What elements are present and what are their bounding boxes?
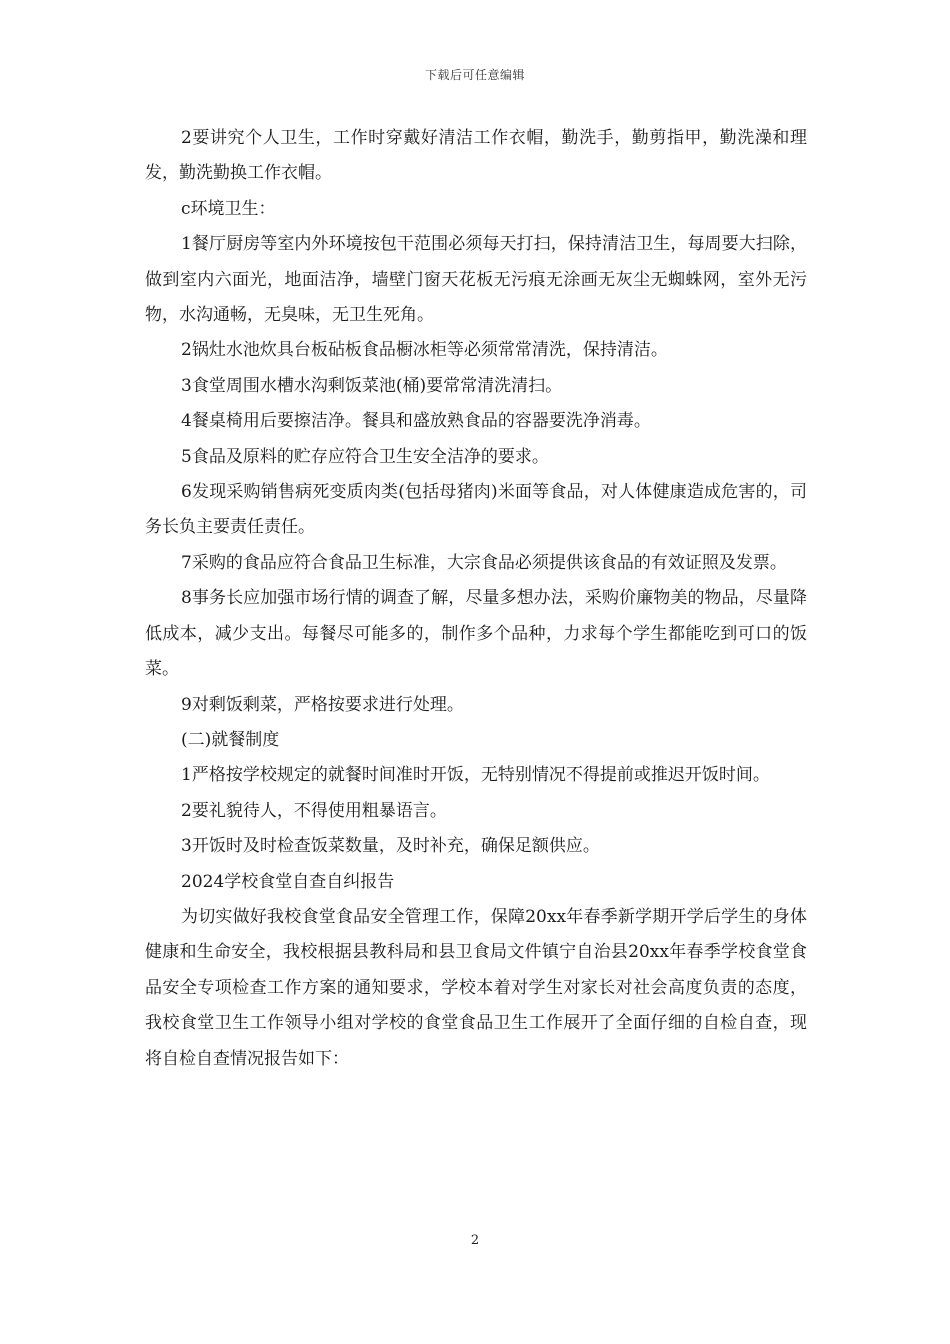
paragraph: 3开饭时及时检查饭菜数量，及时补充，确保足额供应。 xyxy=(181,836,600,857)
paragraph: 9对剩饭剩菜，严格按要求进行处理。 xyxy=(181,694,464,715)
paragraph: 4餐桌椅用后要擦洁净。餐具和盛放熟食品的容器要洗净消毒。 xyxy=(181,411,651,432)
paragraph: 为切实做好我校食堂食品安全管理工作，保障20xx年春季新学期开学后学生的身体健康和生命安全，我校根据县教科局和县卫食局文件镇宁自治县20xx年春季学校食堂食品安全专项检查工作方案的通知要求，学校本着对学生对家长对社会高度负责的态度，我校食堂卫生工作领导小组对学校的食堂食品卫生工作展开了全面仔细的自检自查，现将自检自查情况报告如下： xyxy=(145,906,807,1069)
paragraph: 2要讲究个人卫生，工作时穿戴好清洁工作衣帽，勤洗手，勤剪指甲，勤洗澡和理发，勤洗勤换工作衣帽。 xyxy=(145,128,807,184)
paragraph: 1严格按学校规定的就餐时间准时开饭，无特别情况不得提前或推迟开饭时间。 xyxy=(181,765,770,786)
paragraph: 6发现采购销售病死变质肉类(包括母猪肉)米面等食品，对人体健康造成危害的，司务长负主要责任责任。 xyxy=(145,482,807,538)
page-number: 2 xyxy=(470,1233,480,1248)
paragraph: 8事务长应加强市场行情的调查了解，尽量多想办法，采购价廉物美的物品，尽量降低成本，减少支出。每餐尽可能多的，制作多个品种，力求每个学生都能吃到可口的饭菜。 xyxy=(145,588,807,680)
paragraph: 2锅灶水池炊具台板砧板食品橱冰柜等必须常常清洗，保持清洁。 xyxy=(181,340,668,361)
paragraph: 7采购的食品应符合食品卫生标准，大宗食品必须提供该食品的有效证照及发票。 xyxy=(181,552,787,573)
paragraph: 3食堂周围水槽水沟剩饭菜池(桶)要常常清洗清扫。 xyxy=(181,375,563,396)
report-title: 2024学校食堂自查自纠报告 xyxy=(181,871,395,892)
section-heading: c环境卫生： xyxy=(181,198,276,219)
document-body xyxy=(145,121,807,1077)
paragraph: 2要礼貌待人，不得使用粗暴语言。 xyxy=(181,800,447,821)
page-header: 下载后可任意编辑 xyxy=(424,68,525,82)
section-heading: (二)就餐制度 xyxy=(181,729,280,750)
paragraph: 5食品及原料的贮存应符合卫生安全洁净的要求。 xyxy=(181,446,549,467)
paragraph: 1餐厅厨房等室内外环境按包干范围必须每天打扫，保持清洁卫生，每周要大扫除，做到室内六面光，地面洁净，墙壁门窗天花板无污痕无涂画无灰尘无蜘蛛网，室外无污物，水沟通畅，无臭味，无卫生死角。 xyxy=(145,234,807,326)
